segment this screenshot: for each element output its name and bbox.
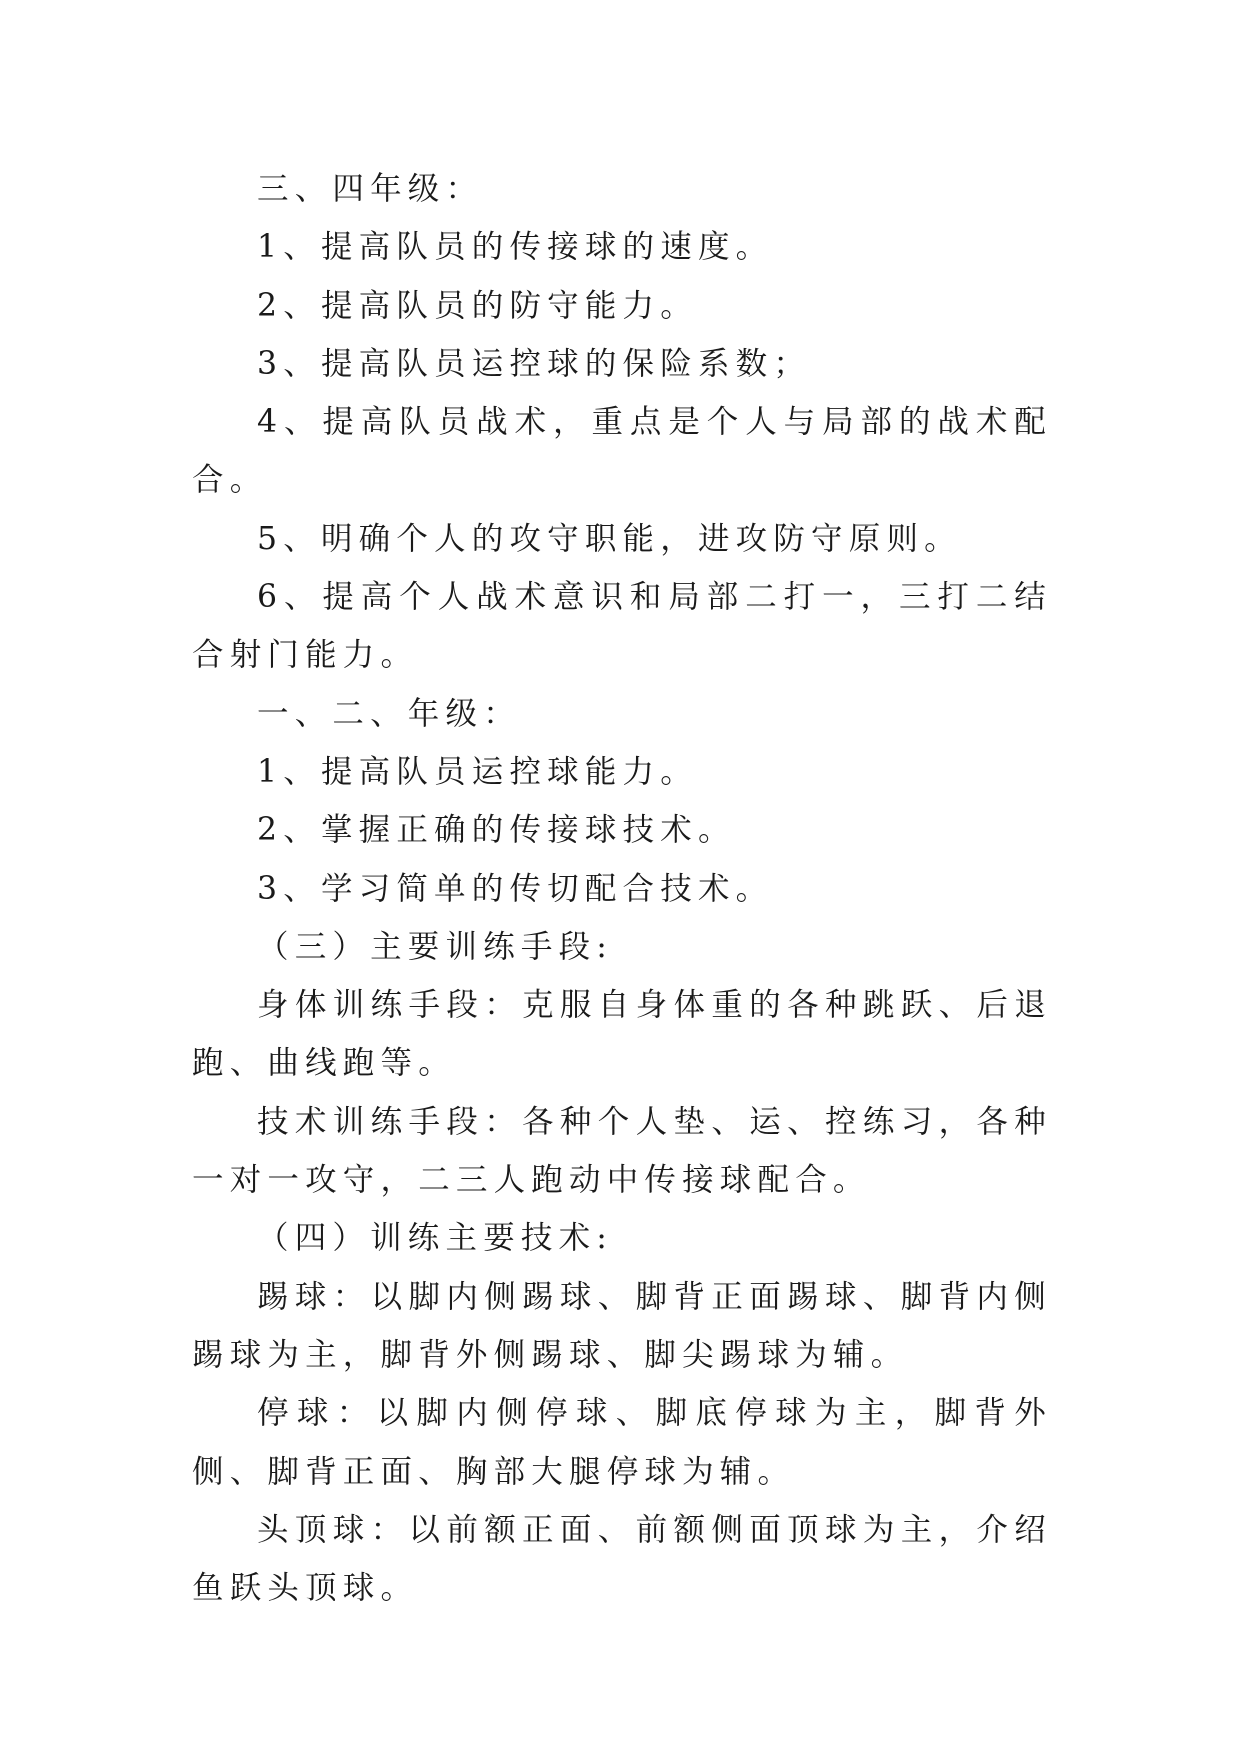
- list-item: 2、掌握正确的传接球技术。: [257, 812, 736, 849]
- document-body: [192, 160, 1052, 1617]
- heading-grade-3-4: 三、四年级：: [257, 171, 484, 207]
- paragraph-heading: 头顶球：以前额正面、前额侧面顶球为主，介绍鱼跃头顶球。: [192, 1511, 1052, 1607]
- list-item: 3、提高队员运控球的保险系数；: [257, 345, 812, 382]
- list-item: 3、学习简单的传切配合技术。: [257, 870, 774, 907]
- heading-grade-1-2: 一、二、年级：: [257, 695, 521, 732]
- paragraph-trapping: 停球：以脚内侧停球、脚底停球为主，脚背外侧、脚背正面、胸部大腿停球为辅。: [192, 1395, 1052, 1490]
- section-heading-training-methods: （三）主要训练手段:: [257, 928, 614, 965]
- list-item: 1、提高队员的传接球的速度。: [257, 229, 774, 266]
- paragraph-physical-training: 身体训练手段：克服自身体重的各种跳跃、后退跑、曲线跑等。: [192, 987, 1052, 1082]
- list-item: 2、提高队员的防守能力。: [257, 287, 698, 324]
- list-item: 5、明确个人的攻守职能，进攻防守原则。: [257, 520, 962, 557]
- list-item: 6、提高个人战术意识和局部二打一，三打二结合射门能力。: [192, 579, 1052, 674]
- paragraph-kicking: 踢球：以脚内侧踢球、脚背正面踢球、脚背内侧踢球为主，脚背外侧踢球、脚尖踢球为辅。: [192, 1278, 1052, 1373]
- paragraph-technical-training: 技术训练手段：各种个人垫、运、控练习，各种一对一攻守，二三人跑动中传接球配合。: [192, 1103, 1052, 1199]
- section-heading-main-techniques: （四）训练主要技术:: [257, 1220, 614, 1257]
- list-item: 1、提高队员运控球能力。: [257, 753, 698, 790]
- list-item: 4、提高队员战术，重点是个人与局部的战术配合。: [192, 404, 1052, 499]
